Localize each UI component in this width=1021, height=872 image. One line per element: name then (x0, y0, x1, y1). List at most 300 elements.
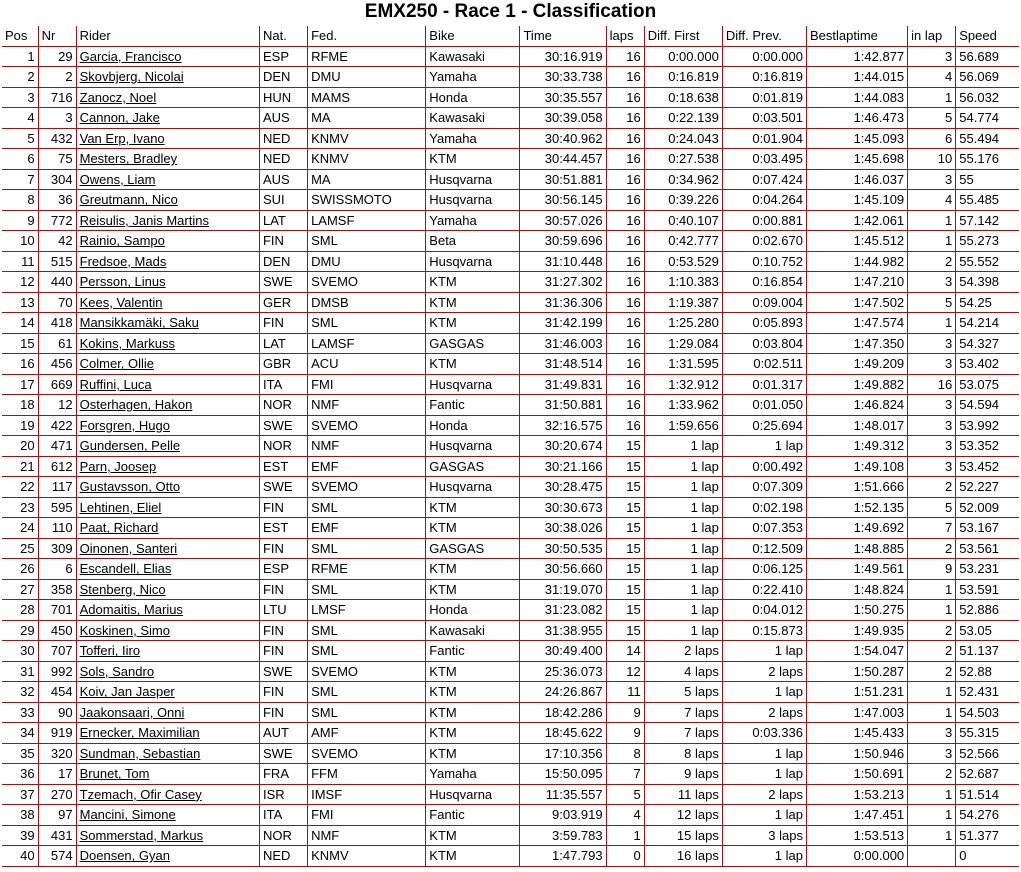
table-row (2, 67, 1019, 88)
cell-time: 31:46.003 (520, 333, 606, 354)
cell-nr: 454 (38, 682, 76, 703)
cell-laps: 9 (606, 702, 644, 723)
table-row (2, 620, 1019, 641)
cell-rider (76, 805, 259, 826)
cell-bestlaptime: 1:50.275 (806, 600, 907, 621)
rider-link[interactable]: Doensen, Gyan (79, 848, 170, 864)
table-row (2, 292, 1019, 313)
cell-diff-prev: 1 lap (722, 743, 806, 764)
cell-bike: Fantic (426, 395, 520, 416)
cell-speed: 51.514 (956, 784, 1019, 805)
cell-nat: HUN (259, 87, 307, 108)
cell-nr: 70 (38, 292, 76, 313)
rider-link[interactable]: Reisulis, Janis Martins (79, 212, 209, 228)
cell-rider (76, 333, 259, 354)
table-row (2, 538, 1019, 559)
cell-speed: 55.485 (956, 190, 1019, 211)
cell-nat: NOR (259, 436, 307, 457)
column-header-nat: Nat. (259, 26, 307, 46)
cell-fed: LAMSF (308, 333, 426, 354)
cell-pos: 27 (2, 579, 38, 600)
cell-nr: 669 (38, 374, 76, 395)
cell-laps: 8 (606, 743, 644, 764)
cell-nr: 29 (38, 46, 76, 67)
cell-laps: 15 (606, 538, 644, 559)
cell-bike: Yamaha (426, 67, 520, 88)
cell-rider (76, 374, 259, 395)
cell-pos: 38 (2, 805, 38, 826)
table-row (2, 805, 1019, 826)
cell-nat: DEN (259, 67, 307, 88)
cell-in-lap: 5 (908, 497, 956, 518)
cell-fed: KNMV (308, 149, 426, 170)
cell-time: 15:50.095 (520, 764, 606, 785)
table-row (2, 395, 1019, 416)
cell-laps: 16 (606, 128, 644, 149)
cell-pos: 40 (2, 846, 38, 867)
cell-nat: SWE (259, 743, 307, 764)
cell-pos: 8 (2, 190, 38, 211)
cell-speed: 55.494 (956, 128, 1019, 149)
cell-in-lap: 1 (908, 87, 956, 108)
table-row (2, 210, 1019, 231)
rider-link[interactable]: Persson, Linus (79, 274, 166, 290)
cell-diff-first: 1 lap (644, 559, 722, 580)
cell-bike: Husqvarna (426, 169, 520, 190)
table-row (2, 87, 1019, 108)
cell-nr: 707 (38, 641, 76, 662)
cell-bestlaptime: 1:50.287 (806, 661, 907, 682)
table-body (2, 46, 1019, 866)
cell-speed: 0 (956, 846, 1019, 867)
column-header-in-lap: in lap (908, 26, 956, 46)
table-row (2, 313, 1019, 334)
cell-fed: FFM (308, 764, 426, 785)
cell-time: 1:47.793 (520, 846, 606, 867)
cell-bike: KTM (426, 272, 520, 293)
cell-speed: 54.276 (956, 805, 1019, 826)
cell-pos: 3 (2, 87, 38, 108)
cell-nr: 358 (38, 579, 76, 600)
column-header-diff-first: Diff. First (644, 26, 722, 46)
cell-in-lap: 3 (908, 415, 956, 436)
table-row (2, 764, 1019, 785)
cell-in-lap: 2 (908, 641, 956, 662)
cell-nr: 61 (38, 333, 76, 354)
cell-nat: FIN (259, 231, 307, 252)
cell-rider (76, 436, 259, 457)
cell-bestlaptime: 1:42.877 (806, 46, 907, 67)
column-header-pos: Pos (2, 26, 38, 46)
cell-fed: SML (308, 231, 426, 252)
rider-link[interactable]: Garcia, Francisco (79, 48, 182, 64)
cell-rider (76, 784, 259, 805)
cell-speed: 51.137 (956, 641, 1019, 662)
cell-time: 30:57.026 (520, 210, 606, 231)
rider-link[interactable]: Koiv, Jan Jasper (79, 684, 175, 700)
cell-diff-prev: 0:07.353 (722, 518, 806, 539)
table-row (2, 436, 1019, 457)
table-row (2, 559, 1019, 580)
cell-rider (76, 620, 259, 641)
cell-rider (76, 764, 259, 785)
cell-speed: 56.689 (956, 46, 1019, 67)
cell-nr: 110 (38, 518, 76, 539)
cell-bike: Husqvarna (426, 251, 520, 272)
cell-rider (76, 128, 259, 149)
cell-nat: NED (259, 846, 307, 867)
cell-speed: 53.452 (956, 456, 1019, 477)
cell-bestlaptime: 1:49.935 (806, 620, 907, 641)
cell-pos: 28 (2, 600, 38, 621)
column-header-laps: laps (606, 26, 644, 46)
cell-diff-first: 1:19.387 (644, 292, 722, 313)
cell-bike: Husqvarna (426, 436, 520, 457)
column-header-bike: Bike (426, 26, 520, 46)
cell-time: 31:42.199 (520, 313, 606, 334)
cell-bestlaptime: 1:52.135 (806, 497, 907, 518)
cell-diff-first: 0:27.538 (644, 149, 722, 170)
cell-nr: 97 (38, 805, 76, 826)
cell-laps: 15 (606, 620, 644, 641)
cell-speed: 54.327 (956, 333, 1019, 354)
cell-speed: 53.167 (956, 518, 1019, 539)
cell-bike: KTM (426, 846, 520, 867)
cell-in-lap: 1 (908, 805, 956, 826)
rider-link[interactable]: Fredsoe, Mads (79, 253, 167, 269)
cell-diff-prev: 0:02.670 (722, 231, 806, 252)
cell-diff-prev: 0:04.012 (722, 600, 806, 621)
column-header-nr: Nr (38, 26, 76, 46)
cell-diff-prev: 1 lap (722, 846, 806, 867)
cell-in-lap: 5 (908, 108, 956, 129)
cell-pos: 15 (2, 333, 38, 354)
cell-diff-prev: 0:01.050 (722, 395, 806, 416)
cell-diff-first: 1 lap (644, 620, 722, 641)
cell-laps: 15 (606, 436, 644, 457)
cell-rider (76, 149, 259, 170)
cell-in-lap: 2 (908, 251, 956, 272)
cell-fed: NMF (308, 436, 426, 457)
cell-pos: 39 (2, 825, 38, 846)
table-row (2, 374, 1019, 395)
rider-link[interactable]: Colmer, Ollie (79, 356, 155, 372)
cell-bike: KTM (426, 518, 520, 539)
cell-speed: 56.032 (956, 87, 1019, 108)
cell-diff-prev: 0:16.819 (722, 67, 806, 88)
rider-link[interactable]: Owens, Liam (79, 171, 156, 187)
cell-diff-first: 1:31.595 (644, 354, 722, 375)
cell-time: 30:59.696 (520, 231, 606, 252)
cell-laps: 1 (606, 825, 644, 846)
cell-time: 30:51.881 (520, 169, 606, 190)
cell-diff-prev: 0:03.495 (722, 149, 806, 170)
rider-link[interactable]: Adomaitis, Marius (79, 602, 183, 618)
cell-time: 31:48.514 (520, 354, 606, 375)
cell-bestlaptime: 1:51.231 (806, 682, 907, 703)
cell-diff-first: 1:25.280 (644, 313, 722, 334)
rider-link[interactable]: Escandell, Elias (79, 561, 172, 577)
cell-bestlaptime: 1:51.666 (806, 477, 907, 498)
cell-time: 24:26.867 (520, 682, 606, 703)
cell-diff-first: 0:00.000 (644, 46, 722, 67)
rider-link[interactable]: Gundersen, Pelle (79, 438, 181, 454)
cell-speed: 53.05 (956, 620, 1019, 641)
cell-nr: 772 (38, 210, 76, 231)
cell-diff-prev: 0:07.424 (722, 169, 806, 190)
column-header-diff-prev: Diff. Prev. (722, 26, 806, 46)
rider-link[interactable]: Koskinen, Simo (79, 622, 170, 638)
cell-pos: 4 (2, 108, 38, 129)
cell-pos: 13 (2, 292, 38, 313)
cell-pos: 29 (2, 620, 38, 641)
cell-in-lap: 1 (908, 579, 956, 600)
cell-in-lap: 3 (908, 743, 956, 764)
rider-link[interactable]: Kees, Valentin (79, 294, 163, 310)
table-row (2, 128, 1019, 149)
cell-nr: 574 (38, 846, 76, 867)
table-row (2, 661, 1019, 682)
rider-link[interactable]: Gustavsson, Otto (79, 479, 181, 495)
cell-in-lap: 1 (908, 210, 956, 231)
cell-nr: 515 (38, 251, 76, 272)
cell-diff-prev: 0:25.694 (722, 415, 806, 436)
rider-link[interactable]: Sundman, Sebastian (79, 745, 201, 761)
rider-link[interactable]: Ernecker, Maximilian (79, 725, 200, 741)
rider-link[interactable]: Sommerstad, Markus (79, 827, 204, 843)
cell-bike: KTM (426, 292, 520, 313)
cell-laps: 16 (606, 354, 644, 375)
rider-link[interactable]: Forsgren, Hugo (79, 417, 170, 433)
cell-time: 30:30.673 (520, 497, 606, 518)
cell-rider (76, 846, 259, 867)
cell-rider (76, 600, 259, 621)
cell-diff-first: 0:34.962 (644, 169, 722, 190)
cell-nat: AUS (259, 108, 307, 129)
cell-time: 30:28.475 (520, 477, 606, 498)
cell-fed: DMU (308, 251, 426, 272)
rider-link[interactable]: Mesters, Bradley (79, 151, 178, 167)
rider-link[interactable]: Skovbjerg, Nicolai (79, 69, 184, 85)
cell-nr: 12 (38, 395, 76, 416)
cell-diff-prev: 0:12.509 (722, 538, 806, 559)
rider-link[interactable]: Tzemach, Ofir Casey (79, 786, 202, 802)
cell-pos: 25 (2, 538, 38, 559)
cell-nr: 2 (38, 67, 76, 88)
table-row (2, 784, 1019, 805)
table-row (2, 251, 1019, 272)
table-row (2, 149, 1019, 170)
cell-speed: 52.88 (956, 661, 1019, 682)
cell-diff-first: 1 lap (644, 436, 722, 457)
rider-link[interactable]: Paat, Richard (79, 520, 159, 536)
table-header (2, 26, 1019, 46)
cell-rider (76, 456, 259, 477)
cell-diff-prev: 0:16.854 (722, 272, 806, 293)
cell-diff-prev: 0:06.125 (722, 559, 806, 580)
cell-nat: EST (259, 456, 307, 477)
cell-diff-first: 1:33.962 (644, 395, 722, 416)
cell-laps: 16 (606, 415, 644, 436)
cell-pos: 19 (2, 415, 38, 436)
cell-bestlaptime: 1:49.108 (806, 456, 907, 477)
cell-nat: ESP (259, 46, 307, 67)
cell-bike: Husqvarna (426, 374, 520, 395)
cell-in-lap: 2 (908, 538, 956, 559)
cell-bestlaptime: 1:44.083 (806, 87, 907, 108)
cell-fed: NMF (308, 395, 426, 416)
rider-link[interactable]: Osterhagen, Hakon (79, 397, 193, 413)
rider-link[interactable]: Lehtinen, Eliel (79, 499, 162, 515)
cell-bike: Husqvarna (426, 190, 520, 211)
cell-nat: SWE (259, 415, 307, 436)
rider-link[interactable]: Mansikkamäki, Saku (79, 315, 199, 331)
cell-speed: 55.315 (956, 723, 1019, 744)
table-row (2, 600, 1019, 621)
cell-time: 18:45.622 (520, 723, 606, 744)
cell-time: 3:59.783 (520, 825, 606, 846)
table-row (2, 46, 1019, 67)
cell-nat: NED (259, 128, 307, 149)
cell-bestlaptime: 1:54.047 (806, 641, 907, 662)
cell-time: 30:39.058 (520, 108, 606, 129)
rider-link[interactable]: Parn, Joosep (79, 458, 157, 474)
cell-fed: SML (308, 579, 426, 600)
cell-fed: NMF (308, 825, 426, 846)
cell-laps: 16 (606, 108, 644, 129)
rider-link[interactable]: Jaakonsaari, Onni (79, 704, 185, 720)
rider-link[interactable]: Oinonen, Santeri (79, 540, 178, 556)
cell-time: 17:10.356 (520, 743, 606, 764)
cell-diff-prev: 0:09.004 (722, 292, 806, 313)
cell-speed: 56.069 (956, 67, 1019, 88)
cell-nr: 304 (38, 169, 76, 190)
rider-link[interactable]: Mancini, Simone (79, 807, 176, 823)
column-header-bestlaptime: Bestlaptime (806, 26, 907, 46)
cell-diff-first: 16 laps (644, 846, 722, 867)
cell-diff-first: 2 laps (644, 641, 722, 662)
cell-diff-first: 0:18.638 (644, 87, 722, 108)
cell-speed: 51.377 (956, 825, 1019, 846)
cell-laps: 16 (606, 231, 644, 252)
cell-time: 30:49.400 (520, 641, 606, 662)
cell-rider (76, 87, 259, 108)
cell-nr: 422 (38, 415, 76, 436)
cell-rider (76, 67, 259, 88)
rider-link[interactable]: Brunet, Tom (79, 766, 150, 782)
cell-diff-first: 1:32.912 (644, 374, 722, 395)
cell-pos: 21 (2, 456, 38, 477)
cell-bestlaptime: 1:44.982 (806, 251, 907, 272)
rider-link[interactable]: Kokins, Markuss (79, 335, 175, 351)
cell-fed: SML (308, 497, 426, 518)
rider-link[interactable]: Greutmann, Nico (79, 192, 178, 208)
cell-diff-prev: 0:01.317 (722, 374, 806, 395)
cell-laps: 14 (606, 641, 644, 662)
cell-diff-prev: 0:07.309 (722, 477, 806, 498)
cell-speed: 54.398 (956, 272, 1019, 293)
cell-laps: 15 (606, 518, 644, 539)
cell-diff-prev: 1 lap (722, 805, 806, 826)
cell-speed: 52.886 (956, 600, 1019, 621)
cell-time: 31:49.831 (520, 374, 606, 395)
cell-diff-prev: 0:01.819 (722, 87, 806, 108)
cell-nat: FIN (259, 313, 307, 334)
cell-speed: 53.992 (956, 415, 1019, 436)
cell-speed: 54.503 (956, 702, 1019, 723)
cell-rider (76, 190, 259, 211)
cell-nr: 992 (38, 661, 76, 682)
cell-pos: 23 (2, 497, 38, 518)
cell-in-lap: 2 (908, 620, 956, 641)
cell-fed: EMF (308, 456, 426, 477)
cell-diff-first: 1:59.656 (644, 415, 722, 436)
rider-link[interactable]: Cannon, Jake (79, 110, 160, 126)
cell-time: 31:23.082 (520, 600, 606, 621)
cell-diff-prev: 0:15.873 (722, 620, 806, 641)
cell-laps: 16 (606, 46, 644, 67)
cell-nat: SWE (259, 477, 307, 498)
cell-laps: 16 (606, 149, 644, 170)
cell-in-lap: 7 (908, 518, 956, 539)
table-row (2, 456, 1019, 477)
cell-bike: GASGAS (426, 456, 520, 477)
cell-diff-first: 11 laps (644, 784, 722, 805)
cell-nr: 432 (38, 128, 76, 149)
cell-nr: 418 (38, 313, 76, 334)
cell-speed: 53.561 (956, 538, 1019, 559)
cell-nr: 919 (38, 723, 76, 744)
rider-link[interactable]: Stenberg, Nico (79, 581, 166, 597)
cell-diff-first: 0:16.819 (644, 67, 722, 88)
cell-diff-prev: 2 laps (722, 661, 806, 682)
rider-link[interactable]: Sols, Sandro (79, 663, 155, 679)
cell-pos: 36 (2, 764, 38, 785)
rider-link[interactable]: Ruffini, Luca (79, 376, 152, 392)
cell-laps: 15 (606, 477, 644, 498)
cell-nat: FIN (259, 538, 307, 559)
cell-diff-first: 8 laps (644, 743, 722, 764)
cell-bike: Kawasaki (426, 108, 520, 129)
cell-rider (76, 518, 259, 539)
cell-pos: 26 (2, 559, 38, 580)
rider-link[interactable]: Van Erp, Ivano (79, 130, 165, 146)
cell-bike: KTM (426, 661, 520, 682)
cell-bestlaptime: 1:47.350 (806, 333, 907, 354)
cell-nat: FIN (259, 702, 307, 723)
table-row (2, 354, 1019, 375)
cell-bike: Yamaha (426, 764, 520, 785)
rider-link[interactable]: Zanocz, Noel (79, 89, 157, 105)
rider-link[interactable]: Rainio, Sampo (79, 233, 165, 249)
cell-pos: 10 (2, 231, 38, 252)
column-header-fed: Fed. (308, 26, 426, 46)
cell-nat: NED (259, 149, 307, 170)
cell-nat: SWE (259, 661, 307, 682)
rider-link[interactable]: Tofferi, Iiro (79, 643, 141, 659)
cell-bike: KTM (426, 702, 520, 723)
cell-bestlaptime: 1:49.692 (806, 518, 907, 539)
table-row (2, 415, 1019, 436)
cell-diff-first: 0:42.777 (644, 231, 722, 252)
cell-in-lap: 3 (908, 272, 956, 293)
cell-fed: KNMV (308, 846, 426, 867)
cell-pos: 34 (2, 723, 38, 744)
cell-diff-first: 1:29.084 (644, 333, 722, 354)
cell-diff-first: 12 laps (644, 805, 722, 826)
cell-speed: 52.431 (956, 682, 1019, 703)
cell-in-lap: 3 (908, 395, 956, 416)
